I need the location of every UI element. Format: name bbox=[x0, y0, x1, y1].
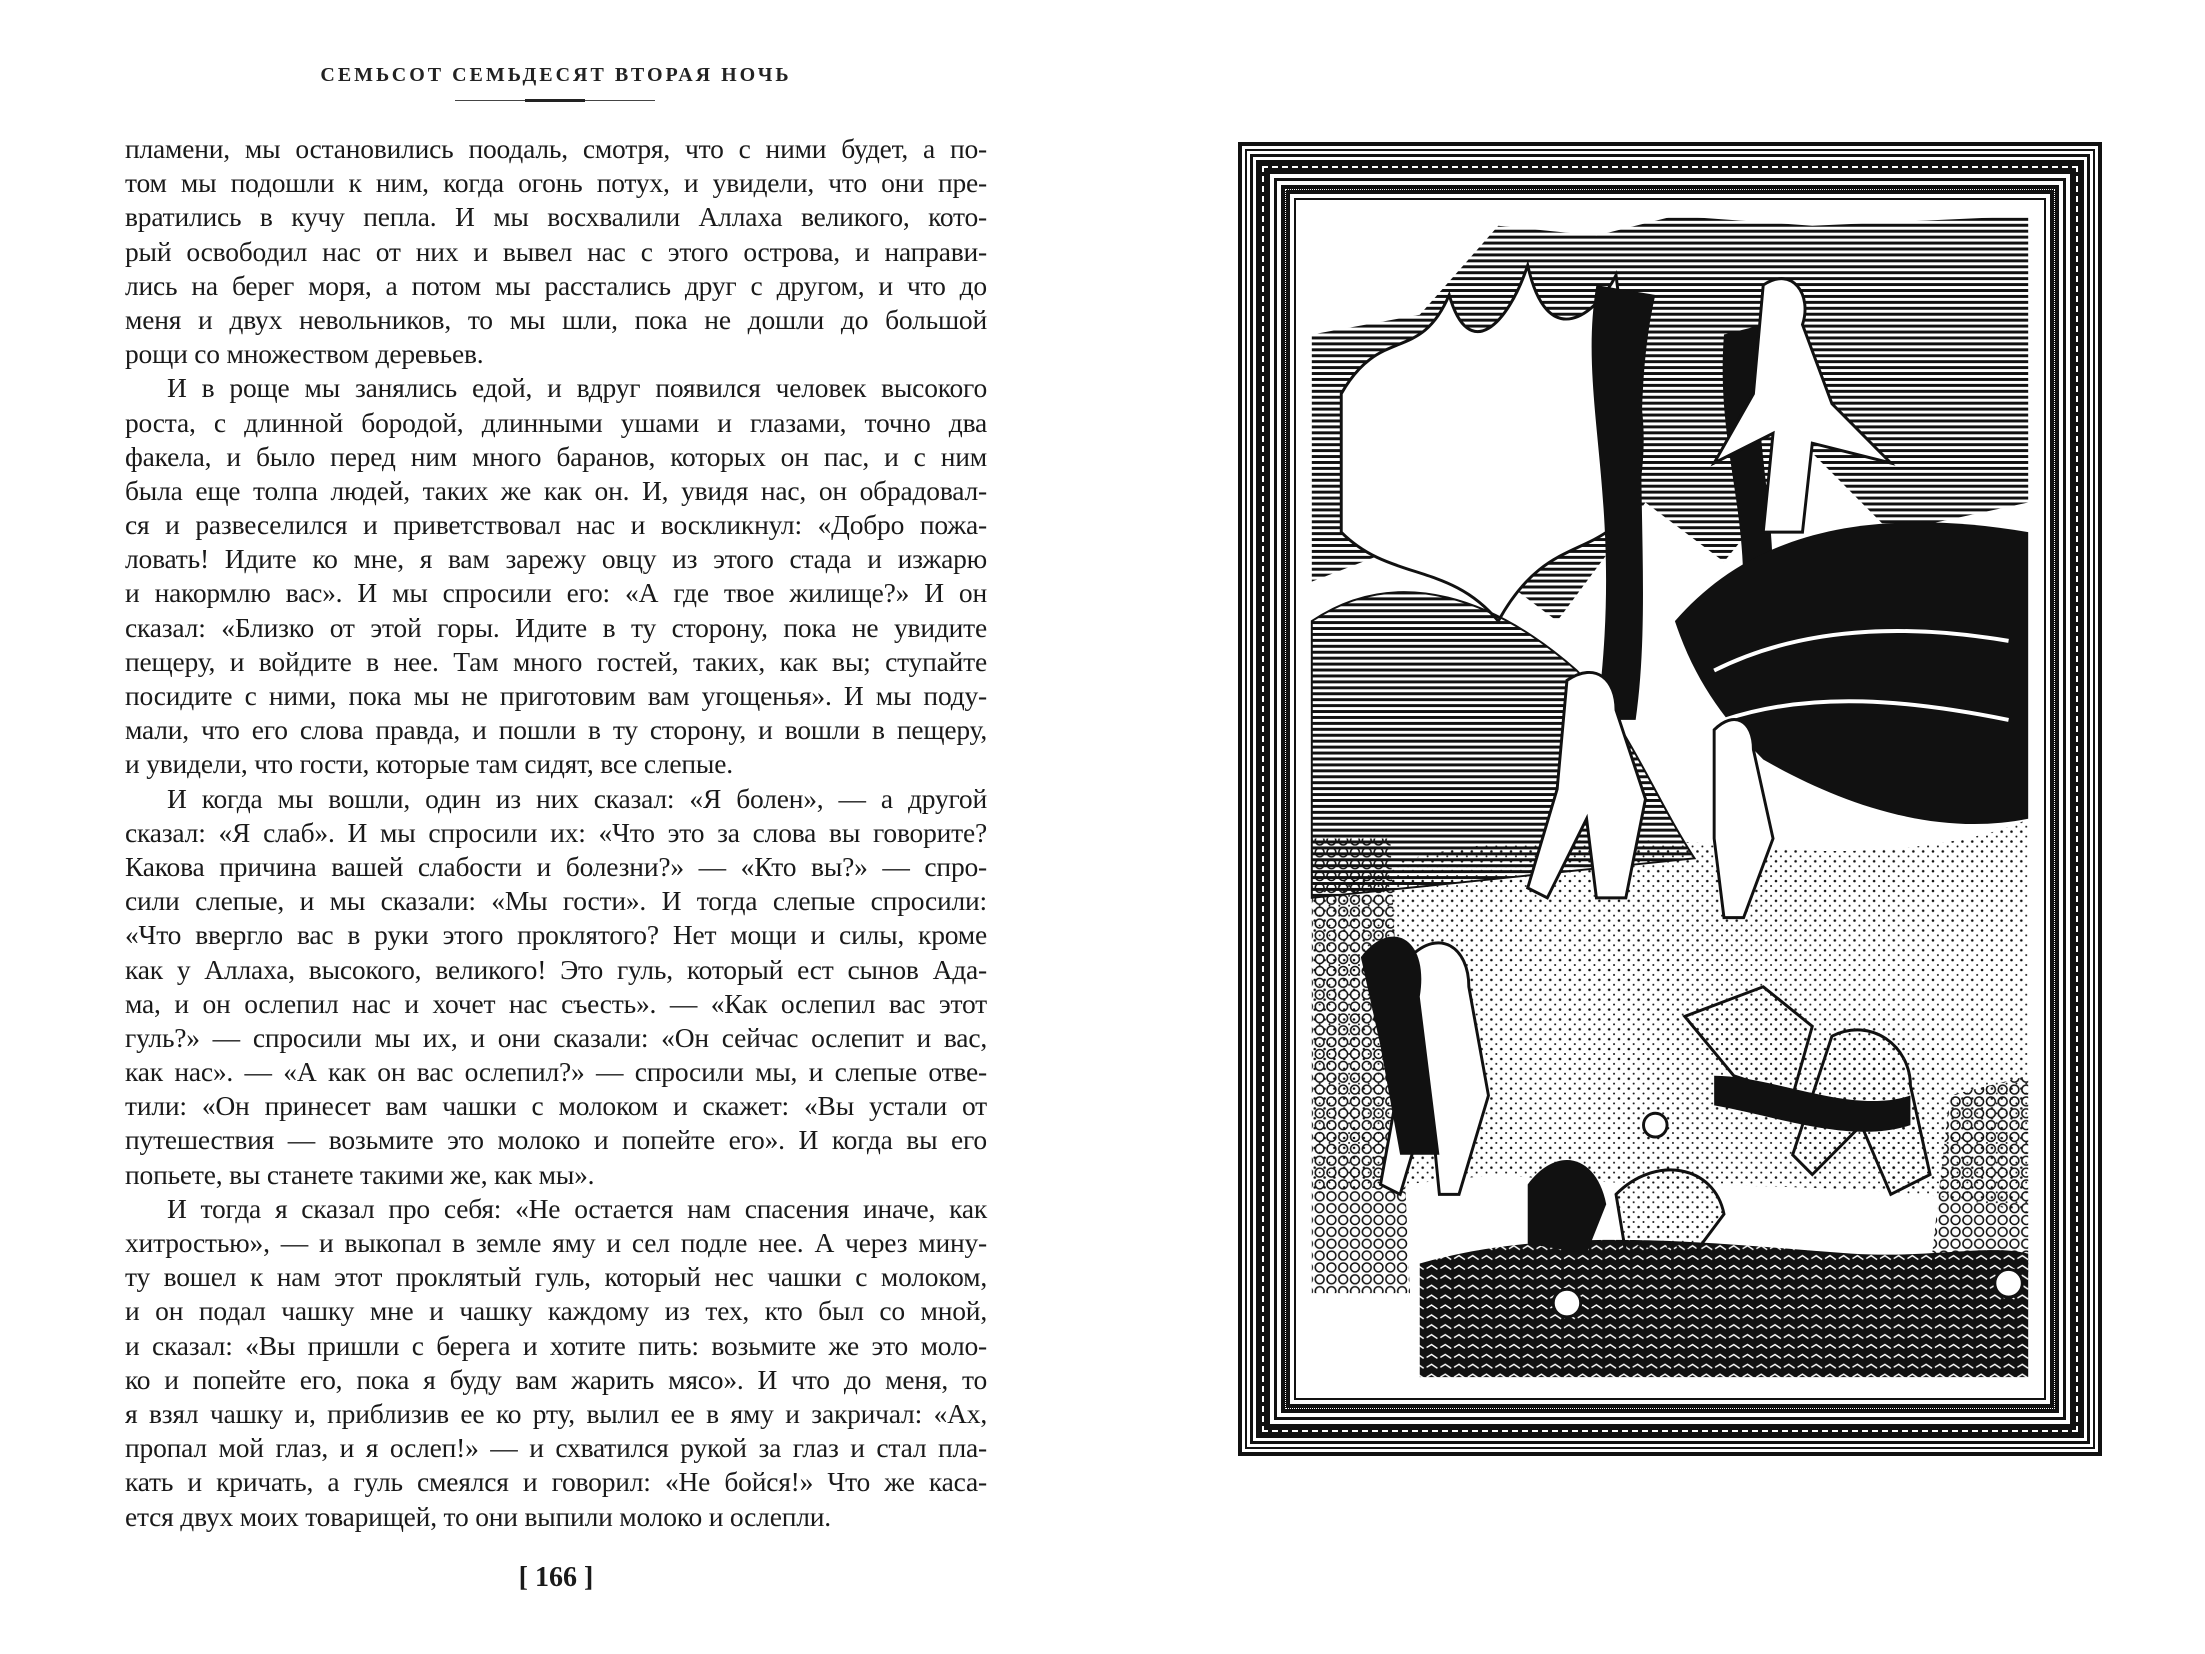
header-rule-divider bbox=[455, 100, 655, 101]
text-line: меня и двух невольников, то мы шли, пока не дошли до большой bbox=[125, 303, 987, 335]
text-line: пламени, мы остановились поодаль, смотря, что с ними будет, а по- bbox=[125, 133, 987, 164]
text-line: хитростью», — и выкопал в земле яму и сел подле нее. А через мину- bbox=[125, 1227, 987, 1258]
text-line: как у Аллаха, высокого, великого! Это гуль, который ест сынов Ада- bbox=[125, 953, 987, 985]
text-line: роста, с длинной бородой, длинными ушами и глазами, точно два bbox=[125, 406, 987, 438]
text-line: и сказал: «Вы пришли с берега и хотите пить: возьмите же это моло- bbox=[125, 1329, 987, 1361]
text-line: рый освободил нас от них и вывел нас с этого острова, и направи- bbox=[125, 235, 987, 267]
text-line: ловать! Идите ко мне, я вам зарежу овцу из этого стада и изжарю bbox=[125, 543, 987, 575]
text-line: И в роще мы занялись едой, и вдруг появился человек высокого bbox=[167, 372, 987, 404]
text-line: была еще толпа людей, таких же как он. И, увидя нас, он обрадовал- bbox=[125, 474, 987, 506]
text-line: гуль?» — спросили мы их, и они сказали: «Он сейчас ослепит и вас, bbox=[125, 1021, 987, 1053]
text-line: ется двух моих товарищей, то они выпили молоко и ослепли. bbox=[125, 1500, 831, 1532]
text-line: ко и попейте его, пока я буду вам жарить мясо». И что до меня, то bbox=[125, 1363, 987, 1395]
body-text bbox=[125, 132, 987, 1534]
text-line: я взял чашку и, приблизив ее ко рту, вылил ее в яму и закричал: «Ах, bbox=[125, 1397, 987, 1429]
text-line: тили: «Он принесет вам чашки с молоком и скажет: «Вы устали от bbox=[125, 1090, 987, 1122]
text-line: сили слепые, и мы сказали: «Мы гости». И тогда слепые спросили: bbox=[125, 885, 987, 917]
text-line: сказал: «Близко от этой горы. Идите в ту сторону, пока не увидите bbox=[125, 611, 987, 643]
illustration bbox=[1302, 206, 2038, 1392]
text-line: мали, что его слова правда, и пошли в ту сторону, и вошли в пещеру, bbox=[125, 714, 987, 746]
text-line: ма, и он ослепил нас и хочет нас съесть». — «Как ослепил вас этот bbox=[125, 987, 987, 1019]
text-line: ся и развеселился и приветствовал нас и воскликнул: «Добро пожа- bbox=[125, 509, 987, 541]
page-number: [ 166 ] bbox=[518, 1562, 594, 1593]
text-line: как нас». — «А как он вас ослепил?» — спросили мы, и слепые отве- bbox=[125, 1056, 987, 1088]
text-line: том мы подошли к ним, когда огонь потух, и увидели, что они пре- bbox=[125, 167, 987, 199]
text-line: и увидели, что гости, которые там сидят, все слепые. bbox=[125, 748, 733, 780]
text-line: посидите с ними, пока мы не приготовим вам угощенья». И мы поду- bbox=[125, 680, 987, 711]
text-line: пещеру, и войдите в нее. Там много гостей, таких, как вы; ступайте bbox=[125, 645, 987, 677]
text-line: ту вошел к нам этот проклятый гуль, который нес чашки с молоком, bbox=[125, 1261, 987, 1293]
text-line: рощи со множеством деревьев. bbox=[125, 338, 484, 370]
text-line: и он подал чашку мне и чашку каждому из тех, кто был со мной, bbox=[125, 1295, 987, 1327]
text-line: попьете, вы станете такими же, как мы». bbox=[125, 1158, 595, 1190]
text-line: кать и кричать, а гуль смеялся и говорил: «Не бойся!» Что же каса- bbox=[125, 1466, 987, 1498]
text-line: вратились в кучу пепла. И мы восхвалили Аллаха великого, кото- bbox=[125, 201, 987, 233]
text-line: «Что ввергло вас в руки этого проклятого? Нет мощи и силы, кроме bbox=[125, 919, 987, 951]
text-line: факела, и было перед ним много баранов, которых он пас, и с ним bbox=[125, 440, 987, 472]
text-line: Какова причина вашей слабости и болезни?» — «Кто вы?» — спро- bbox=[125, 850, 987, 882]
text-line: лись на берег моря, а потом мы расстались друг с другом, и что до bbox=[125, 269, 987, 301]
text-line: И когда мы вошли, один из них сказал: «Я болен», — а другой bbox=[167, 782, 987, 814]
foreground-ledge bbox=[1420, 1240, 2028, 1377]
illustration-frame bbox=[1238, 142, 2102, 1456]
text-line: сказал: «Я слаб». И мы спросили их: «Что это за слова вы говорите? bbox=[125, 816, 987, 848]
text-line: и накормлю вас». И мы спросили его: «А где твое жилище?» И он bbox=[125, 577, 987, 609]
running-head: СЕМЬСОТ СЕМЬДЕСЯТ ВТОРАЯ НОЧЬ bbox=[320, 64, 792, 86]
text-line: И тогда я сказал про себя: «Не остается нам спасения иначе, как bbox=[167, 1192, 987, 1224]
text-line: путешествия — возьмите это молоко и попейте его». И когда вы его bbox=[125, 1124, 987, 1156]
text-line: пропал мой глаз, и я ослеп!» — и схватился рукой за глаз и стал пла- bbox=[125, 1432, 987, 1464]
